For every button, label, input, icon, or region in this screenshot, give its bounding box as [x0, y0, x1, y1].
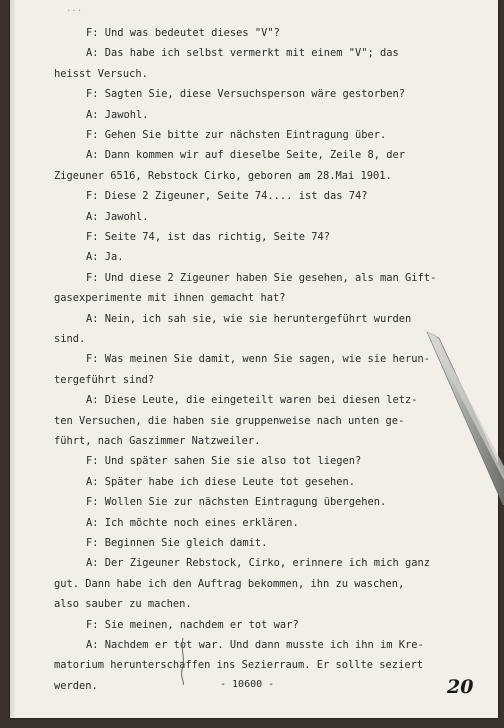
pen-mark — [176, 636, 190, 686]
transcript-line: A: Das habe ich selbst vermerkt mit einem "V"; das — [86, 47, 399, 60]
transcript-line: F: Gehen Sie bitte zur nächsten Eintragung über. — [86, 129, 387, 141]
transcript-line: A: Jawohl. — [86, 108, 149, 121]
transcript-line: F: Wollen Sie zur nächsten Eintragung übergehen. — [86, 496, 387, 509]
transcript-line: gasexperimente mit ihnen gemacht hat? — [54, 292, 286, 305]
tweezers-image — [425, 330, 504, 505]
transcript-line: A: Diese Leute, die eingeteilt waren bei diesen letz- — [86, 394, 418, 407]
transcript-line: A: Ja. — [86, 251, 124, 264]
transcript-line: A: Dann kommen wir auf dieselbe Seite, Zeile 8, der — [86, 149, 406, 162]
transcript-line: werden. — [54, 679, 98, 692]
transcript-line: F: Sagten Sie, diese Versuchsperson wäre gestorben? — [86, 88, 406, 101]
page-number: - 10600 - — [220, 679, 275, 690]
transcript-line: A: Der Zigeuner Rebstock, Cirko, erinnere ich mich ganz — [86, 557, 431, 570]
transcript-line: A: Nachdem er tot war. Und dann musste ich ihn im Kre- — [86, 639, 424, 651]
transcript-line: A: Später habe ich diese Leute tot gesehen. — [86, 475, 355, 488]
binder-edge — [10, 0, 16, 718]
transcript-line: F: Und was bedeutet dieses "V"? — [86, 27, 280, 39]
transcript-line: führt, nach Gaszimmer Natzweiler. — [54, 435, 261, 447]
transcript-line: F: Sie meinen, nachdem er tot war? — [86, 618, 299, 631]
transcript-line: A: Ich möchte noch eines erklären. — [86, 516, 299, 529]
transcript-line: heisst Versuch. — [54, 67, 148, 80]
transcript-line: Zigeuner 6516, Rebstock Cirko, geboren am 28.Mai 1901. — [54, 169, 392, 182]
transcript-line: F: Und diese 2 Zigeuner haben Sie gesehen, als man Gift- — [86, 271, 437, 284]
transcript-line: F: Beginnen Sie gleich damit. — [86, 537, 268, 549]
transcript-line: F: Und später sahen Sie sie also tot liegen? — [86, 455, 362, 468]
transcript-line: A: Nein, ich sah sie, wie sie heruntergeführt wurden — [86, 312, 412, 325]
handwritten-page-number: 20 — [447, 676, 474, 698]
transcript-line: sind. — [54, 333, 86, 345]
transcript-line: gut. Dann habe ich den Auftrag bekommen, ihn zu waschen, — [54, 577, 405, 590]
transcript-line: F: Seite 74, ist das richtig, Seite 74? — [86, 231, 330, 243]
transcript-line: F: Diese 2 Zigeuner, Seite 74.... ist das 74? — [86, 190, 368, 203]
transcript-line: ten Versuchen, die haben sie gruppenweise nach unten ge- — [54, 414, 405, 427]
cut-off-top-line: ... — [66, 4, 83, 14]
transcript-line: tergeführt sind? — [54, 373, 155, 386]
transcript-line: A: Jawohl. — [86, 210, 149, 223]
transcript-line: also sauber zu machen. — [54, 598, 192, 611]
transcript-line: matorium herunterschaffen ins Sezierraum. Er sollte seziert — [54, 659, 424, 672]
transcript-line: F: Was meinen Sie damit, wenn Sie sagen, wie sie herun- — [86, 353, 431, 366]
